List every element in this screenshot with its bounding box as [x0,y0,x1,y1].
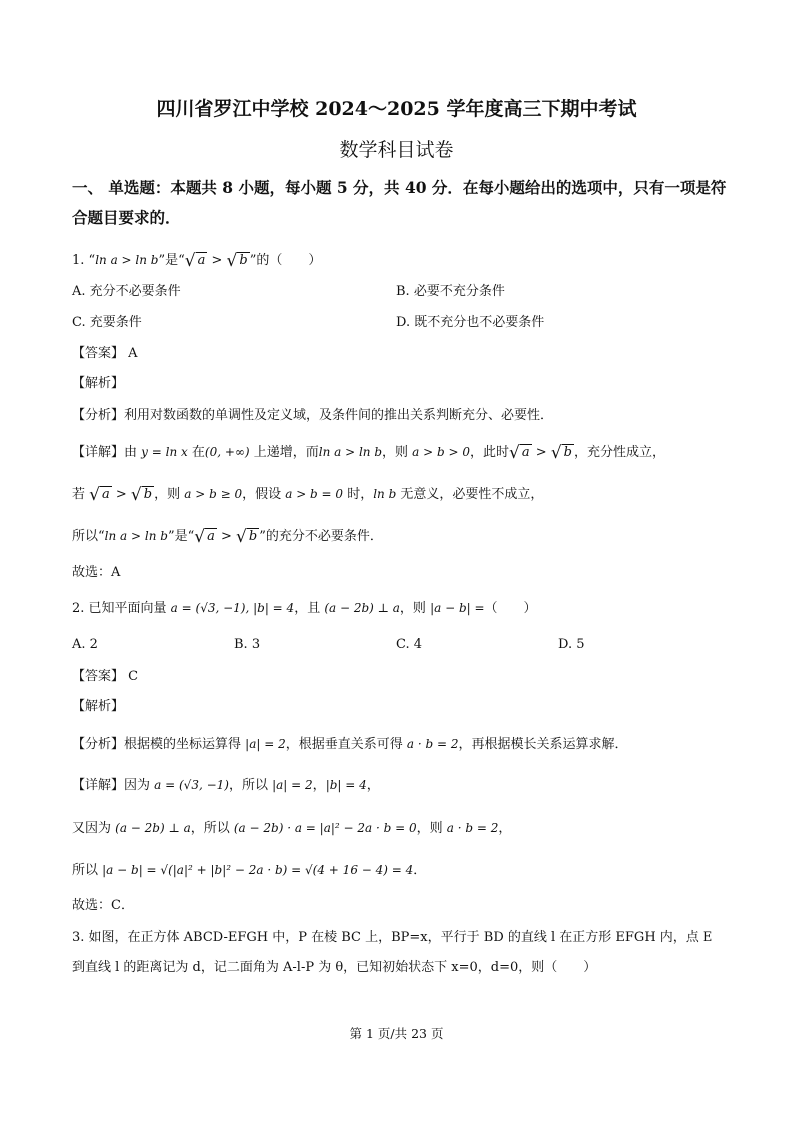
q2-option-a: A. 2 [72,637,98,652]
q2-option-c: C. 4 [396,637,423,652]
q2-detail-line1: 【详解】因为 a = (√3, −1)，所以 |a| = 2，|b| = 4， [72,778,380,793]
q2-detail-line3: 所以 |a − b| = √(|a|² + |b|² − 2a · b) = √(4 + 16 − 4) = 4． [72,863,427,878]
q1-detail-line3: 所以“ln a > ln b”是“√ a > √ b ”的充分不必要条件． [72,527,383,547]
q1-option-a: A. 充分不必要条件 [72,284,181,299]
q2-choose: 故选：C． [72,898,134,913]
q1-detail-line1: 【详解】由 y = ln x 在(0, +∞) 上递增，而ln a > ln b，则 a > b > 0，此时√ a > √ b ，充分性成立， [72,443,665,463]
page-subtitle: 数学科目试卷 [339,139,454,161]
q1-choose: 故选：A [72,565,121,580]
q2-option-d: D. 5 [558,637,585,652]
section-heading: 一、 单选题：本题共 8 小题，每小题 5 分，共 40 分．在每小题给出的选项中，只有一项是符 [72,178,727,197]
question-3-stem-line1: 3. 如图，在正方体 ABCD-EFGH 中，P 在棱 BC 上，BP=x，平行于 BD 的直线 l 在正方形 EFGH 内，点 E [72,930,713,945]
q1-analysis-tag: 【解析】 [72,376,125,391]
question-1-stem: 1. “ln a > ln b”是“√ a > √ b ”的（ ） [72,251,322,271]
section-heading-cont: 合题目要求的． [72,208,181,227]
q2-detail-line2: 又因为 (a − 2b) ⊥ a，所以 (a − 2b) · a = |a|² − 2a · b = 0，则 a · b = 2， [72,821,512,836]
q2-analysis-tag: 【解析】 [72,699,125,714]
q2-fenxi: 【分析】根据模的坐标运算得 |a| = 2，根据垂直关系可得 a · b = 2，再根据模长关系运算求解． [72,737,628,752]
q2-answer: 【答案】 C [72,669,139,684]
page-title: 四川省罗江中学校 2024～2025 学年度高三下期中考试 [156,98,637,120]
q1-option-c: C. 充要条件 [72,315,142,330]
q1-option-b: B. 必要不充分条件 [396,284,505,299]
question-3-stem-line2: 到直线 l 的距离记为 d，记二面角为 A-l-P 为 θ，已知初始状态下 x=0，d=0，则（ ） [72,960,597,975]
q1-option-d: D. 既不充分也不必要条件 [396,315,545,330]
q1-fenxi: 【分析】利用对数函数的单调性及定义域，及条件间的推出关系判断充分、必要性． [72,408,554,423]
q1-detail-line2: 若 √ a > √ b ，则 a > b ≥ 0，假设 a > b = 0 时，ln b 无意义，必要性不成立， [72,485,544,505]
q2-option-b: B. 3 [234,637,261,652]
q1-answer: 【答案】 A [72,346,138,361]
page-footer: 第 1 页/共 23 页 [349,1026,444,1041]
question-2-stem: 2. 已知平面向量 a = (√3, −1), |b| = 4，且 (a − 2b) ⊥ a，则 |a − b| =（ ） [72,601,537,616]
